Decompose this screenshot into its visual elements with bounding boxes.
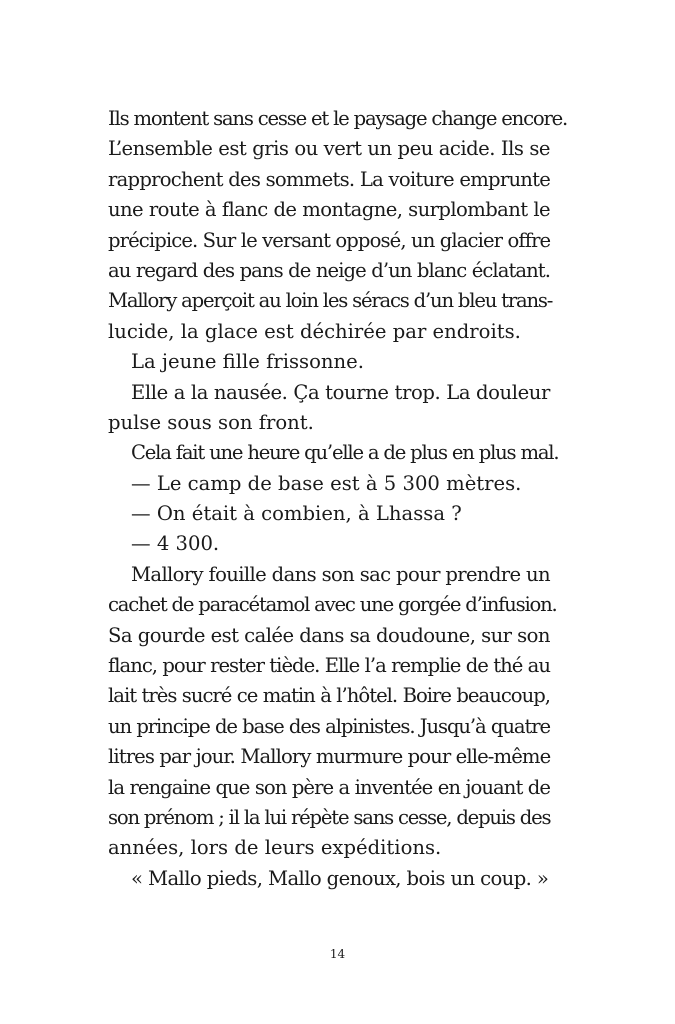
text-line: Ils montent sans cesse et le paysage change encore. [108,107,568,130]
text-line: une route à flanc de montagne, surplombant le [108,198,550,222]
text-line: Sa gourde est calée dans sa doudoune, sur son [108,623,550,647]
page-number: 14 [329,947,346,961]
text-line: litres par jour. Mallory murmure pour elle-même [108,745,551,769]
body-text [108,104,568,894]
text-line: cachet de paracétamol avec une gorgée d’infusion. [108,593,557,617]
text-line: pulse sous son front. [108,410,314,434]
text-line: précipice. Sur le versant opposé, un glacier offre [108,228,551,252]
text-line: La jeune fille frissonne. [131,350,364,374]
text-line: Elle a la nausée. Ça tourne trop. La douleur [131,380,550,404]
text-line: lait très sucré ce matin à l’hôtel. Boire beaucoup, [108,684,550,708]
text-line: — On était à combien, à Lhassa ? [131,502,462,526]
text-line: Cela fait une heure qu’elle a de plus en plus mal. [131,441,559,465]
text-line: la rengaine que son père a inventée en jouant de [108,775,550,799]
text-line: années, lors de leurs expéditions. [108,836,442,860]
text-line: L’ensemble est gris ou vert un peu acide. Ils se [108,137,550,161]
text-line: Mallory aperçoit au loin les séracs d’un bleu trans- [108,289,553,313]
text-line: lucide, la glace est déchirée par endroits. [108,319,521,343]
text-line: « Mallo pieds, Mallo genoux, bois un coup. » [131,866,549,890]
text-line: son prénom ; il la lui répète sans cesse, depuis des [108,805,551,829]
text-line: Mallory fouille dans son sac pour prendre un [131,562,550,586]
text-line: au regard des pans de neige d’un blanc éclatant. [108,258,550,282]
text-line: flanc, pour rester tiède. Elle l’a remplie de thé au [108,654,550,678]
text-line: — Le camp de base est à 5 300 mètres. [131,471,522,495]
text-line: rapprochent des sommets. La voiture emprunte [108,167,551,191]
text-line: un principe de base des alpinistes. Jusqu’à quatre [108,714,550,738]
text-line: — 4 300. [131,532,220,556]
